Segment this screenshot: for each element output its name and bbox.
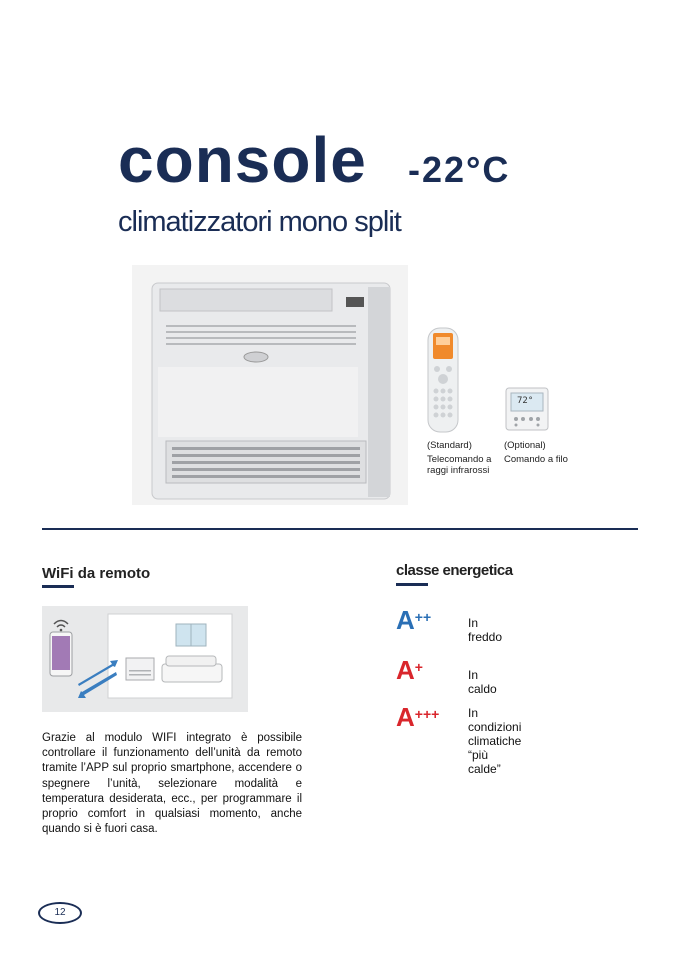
- wifi-section-title: WiFi da remoto: [42, 565, 151, 582]
- energy-grade-letter: A: [396, 605, 415, 635]
- energy-grade-plus: +++: [414, 706, 440, 722]
- remote-standard-tag: (Standard): [427, 440, 472, 451]
- energy-label-heat: In caldo: [468, 668, 497, 696]
- page-number-badge: 12: [38, 902, 82, 924]
- wifi-illustration: [42, 606, 248, 712]
- remote-optional-caption: [504, 440, 568, 465]
- remote-control-icon: [427, 327, 459, 433]
- energy-grade-plus: +: [414, 659, 423, 675]
- remote-optional-desc: Comando a filo: [504, 453, 568, 465]
- wifi-scene-image: [42, 606, 248, 712]
- infrared-remote-image: [427, 327, 459, 433]
- energy-label-cold: In freddo: [468, 616, 503, 644]
- energy-grade-letter: A: [396, 702, 415, 732]
- console-unit-image: [132, 265, 408, 505]
- energy-grade-warmer: [396, 703, 439, 731]
- energy-grade-letter: A: [396, 655, 415, 685]
- energy-title-underline: [396, 583, 428, 586]
- remote-standard-desc-line1: Telecomando a: [427, 453, 492, 465]
- energy-section-title: classe energetica: [396, 562, 513, 579]
- page-subtitle: climatizzatori mono split: [118, 206, 401, 238]
- temperature-spec: -22°C: [408, 149, 511, 190]
- page-title: console: [118, 124, 367, 196]
- wall-controller-icon: [505, 387, 549, 431]
- section-divider: [42, 528, 638, 530]
- wifi-title-underline: [42, 585, 74, 588]
- console-unit-illustration: [132, 265, 408, 505]
- energy-label-warmer: [468, 706, 521, 776]
- wired-controller-image: [505, 387, 549, 431]
- energy-grade-heat: [396, 656, 423, 684]
- energy-label-warmer-line1: In condizioni climatiche: [468, 706, 522, 748]
- energy-grade-plus: ++: [414, 609, 432, 625]
- wall-controller-display: 72°: [517, 396, 534, 406]
- energy-grade-cold: [396, 606, 431, 634]
- remote-standard-desc-line2: raggi infrarossi: [427, 465, 490, 476]
- remote-standard-caption: [427, 440, 491, 477]
- wifi-description: Grazie al modulo WIFI integrato è possibile controllare il funzionamento dell’unità da remoto tramite l’APP sul proprio smartphone, accendere o spegnere l’unità, selezionare modalità e temperatura desiderata, ecc., per programmare il proprio comfort in qualsiasi momento, anche quando si è fuori casa.: [42, 732, 302, 836]
- energy-label-warmer-line2: “più calde”: [468, 748, 501, 776]
- remote-optional-tag: (Optional): [504, 440, 546, 451]
